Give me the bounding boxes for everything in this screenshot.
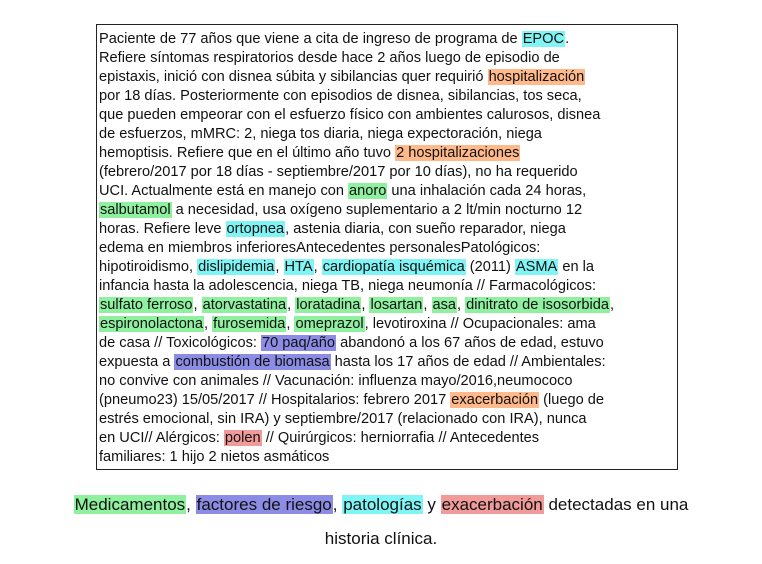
plain-text: // Quirúrgicos: herniorrafia // Antecedentes xyxy=(261,430,540,446)
text-line xyxy=(99,277,677,296)
plain-text: hemoptisis. Refiere que en el último año tuvo xyxy=(99,145,396,161)
plain-text: hasta los 17 años de edad // Ambientales: xyxy=(330,354,606,370)
plain-text: epistaxis, inició con disnea súbita y sibilancias quer requirió xyxy=(99,69,488,85)
clinical-history-box xyxy=(96,24,678,470)
caption-line xyxy=(0,488,762,522)
text-line xyxy=(99,68,677,87)
plain-text: (pneumo23) 15/05/2017 // Hospitalarios: febrero 2017 xyxy=(99,392,451,408)
plain-text: . xyxy=(565,31,570,47)
text-line xyxy=(99,106,677,125)
highlight-patologia: ortopnea xyxy=(226,221,285,237)
highlight-patologia: HTA xyxy=(284,259,313,275)
text-line xyxy=(99,391,677,410)
plain-text: abandonó a los 67 años de edad, estuvo xyxy=(336,335,604,351)
highlight-patologia: cardiopatía isquémica xyxy=(322,259,465,275)
plain-text: por 18 días. Posteriormente con episodios de disnea, sibilancias, tos seca, xyxy=(99,88,582,104)
highlight-medicamento: furosemida xyxy=(213,316,286,332)
highlight-medicamento: omeprazol xyxy=(295,316,364,332)
plain-text: horas. Refiere leve xyxy=(99,221,226,237)
highlight-medicamento: dinitrato de isosorbida xyxy=(466,297,609,313)
caption-line xyxy=(0,522,762,556)
plain-text: y xyxy=(422,495,441,514)
highlight-caption-exacerbacion: exacerbación xyxy=(441,495,543,514)
plain-text: hipotiroidismo, xyxy=(99,259,198,275)
plain-text: no convive con animales // Vacunación: influenza mayo/2016,neumococo xyxy=(99,373,573,389)
clinical-history-text xyxy=(99,30,677,467)
plain-text: de casa // Toxicológicos: xyxy=(99,335,261,351)
plain-text: (luego de xyxy=(539,392,605,408)
highlight-medicamento: espironolactona xyxy=(100,316,204,332)
text-line xyxy=(99,220,677,239)
highlight-exacerbacion: hospitalización xyxy=(488,69,585,85)
highlight-medicamento: asa xyxy=(432,297,457,313)
plain-text: , xyxy=(286,316,295,332)
plain-text: , xyxy=(609,297,614,313)
plain-text: expuesta a xyxy=(99,354,175,370)
highlight-alergeno: polen xyxy=(224,430,261,446)
text-line xyxy=(99,144,677,163)
highlight-medicamento: salbutamol xyxy=(100,202,171,218)
plain-text: , xyxy=(287,297,296,313)
text-line xyxy=(99,125,677,144)
plain-text: Refiere síntomas respiratorios desde hace 2 años luego de episodio de xyxy=(99,50,560,66)
plain-text: , xyxy=(313,259,322,275)
text-line xyxy=(99,182,677,201)
text-line xyxy=(99,258,677,277)
plain-text: , astenia diaria, con sueño reparador, niega xyxy=(285,221,566,237)
plain-text: a necesidad, usa oxígeno suplementario a 2 lt/min nocturno 12 xyxy=(171,202,583,218)
plain-text: (2011) xyxy=(465,259,515,275)
plain-text: que pueden empeorar con el esfuerzo físico con ambientes calurosos, disnea xyxy=(99,107,601,123)
text-line xyxy=(99,372,677,391)
highlight-patologia: ASMA xyxy=(515,259,558,275)
highlight-patologia: patologías xyxy=(343,495,422,514)
plain-text: historia clínica. xyxy=(324,529,438,548)
plain-text: (febrero/2017 por 18 días - septiembre/2017 por 10 días), no ha requerido xyxy=(99,164,578,180)
text-line xyxy=(99,163,677,182)
plain-text: Paciente de 77 años que viene a cita de ingreso de programa de xyxy=(99,31,522,47)
plain-text: edema en miembros inferioresAntecedentes personalesPatológicos: xyxy=(99,240,541,256)
plain-text: , xyxy=(332,495,343,514)
plain-text: estrés emocional, sin IRA) y septiembre/2017 (relacionado con IRA), nunca xyxy=(99,411,587,427)
text-line xyxy=(99,315,677,334)
text-line xyxy=(99,30,677,49)
highlight-exacerbacion: exacerbación xyxy=(451,392,539,408)
highlight-medicamento: losartan xyxy=(370,297,423,313)
text-line xyxy=(99,410,677,429)
plain-text: , xyxy=(193,297,202,313)
text-line xyxy=(99,201,677,220)
highlight-medicamento: anoro xyxy=(349,183,387,199)
plain-text: , xyxy=(275,259,284,275)
highlight-medicamento: atorvastatina xyxy=(202,297,287,313)
highlight-patologia: dislipidemia xyxy=(198,259,275,275)
text-line xyxy=(99,87,677,106)
highlight-factor-riesgo: 70 paq/año xyxy=(261,335,336,351)
text-line xyxy=(99,353,677,372)
text-line xyxy=(99,448,677,467)
highlight-factor-riesgo: combustión de biomasa xyxy=(175,354,330,370)
plain-text: de esfuerzos, mMRC: 2, niega tos diaria, niega expectoración, niega xyxy=(99,126,542,142)
highlight-factor-riesgo: factores de riesgo xyxy=(196,495,332,514)
plain-text: en la xyxy=(558,259,594,275)
text-line xyxy=(99,334,677,353)
text-line xyxy=(99,296,677,315)
text-line xyxy=(99,49,677,68)
highlight-exacerbacion: 2 hospitalizaciones xyxy=(396,145,520,161)
plain-text: una inhalación cada 24 horas, xyxy=(387,183,587,199)
plain-text: , xyxy=(186,495,196,514)
plain-text: en UCI// Alérgicos: xyxy=(99,430,224,446)
plain-text: detectadas en una xyxy=(543,495,689,514)
plain-text: , xyxy=(457,297,466,313)
highlight-patologia: EPOC xyxy=(522,31,565,47)
highlight-medicamento: Medicamentos xyxy=(74,495,186,514)
plain-text: infancia hasta la adolescencia, niega TB, niega neumonía // Farmacológicos: xyxy=(99,278,597,294)
text-line xyxy=(99,239,677,258)
plain-text: , levotiroxina // Ocupacionales: ama xyxy=(364,316,596,332)
highlight-medicamento: sulfato ferroso xyxy=(100,297,193,313)
plain-text: , xyxy=(204,316,213,332)
plain-text: familiares: 1 hijo 2 nietos asmáticos xyxy=(99,449,330,465)
plain-text: , xyxy=(361,297,370,313)
plain-text: UCI. Actualmente está en manejo con xyxy=(99,183,349,199)
figure-caption xyxy=(0,488,762,556)
plain-text: , xyxy=(423,297,432,313)
highlight-medicamento: loratadina xyxy=(296,297,361,313)
text-line xyxy=(99,429,677,448)
